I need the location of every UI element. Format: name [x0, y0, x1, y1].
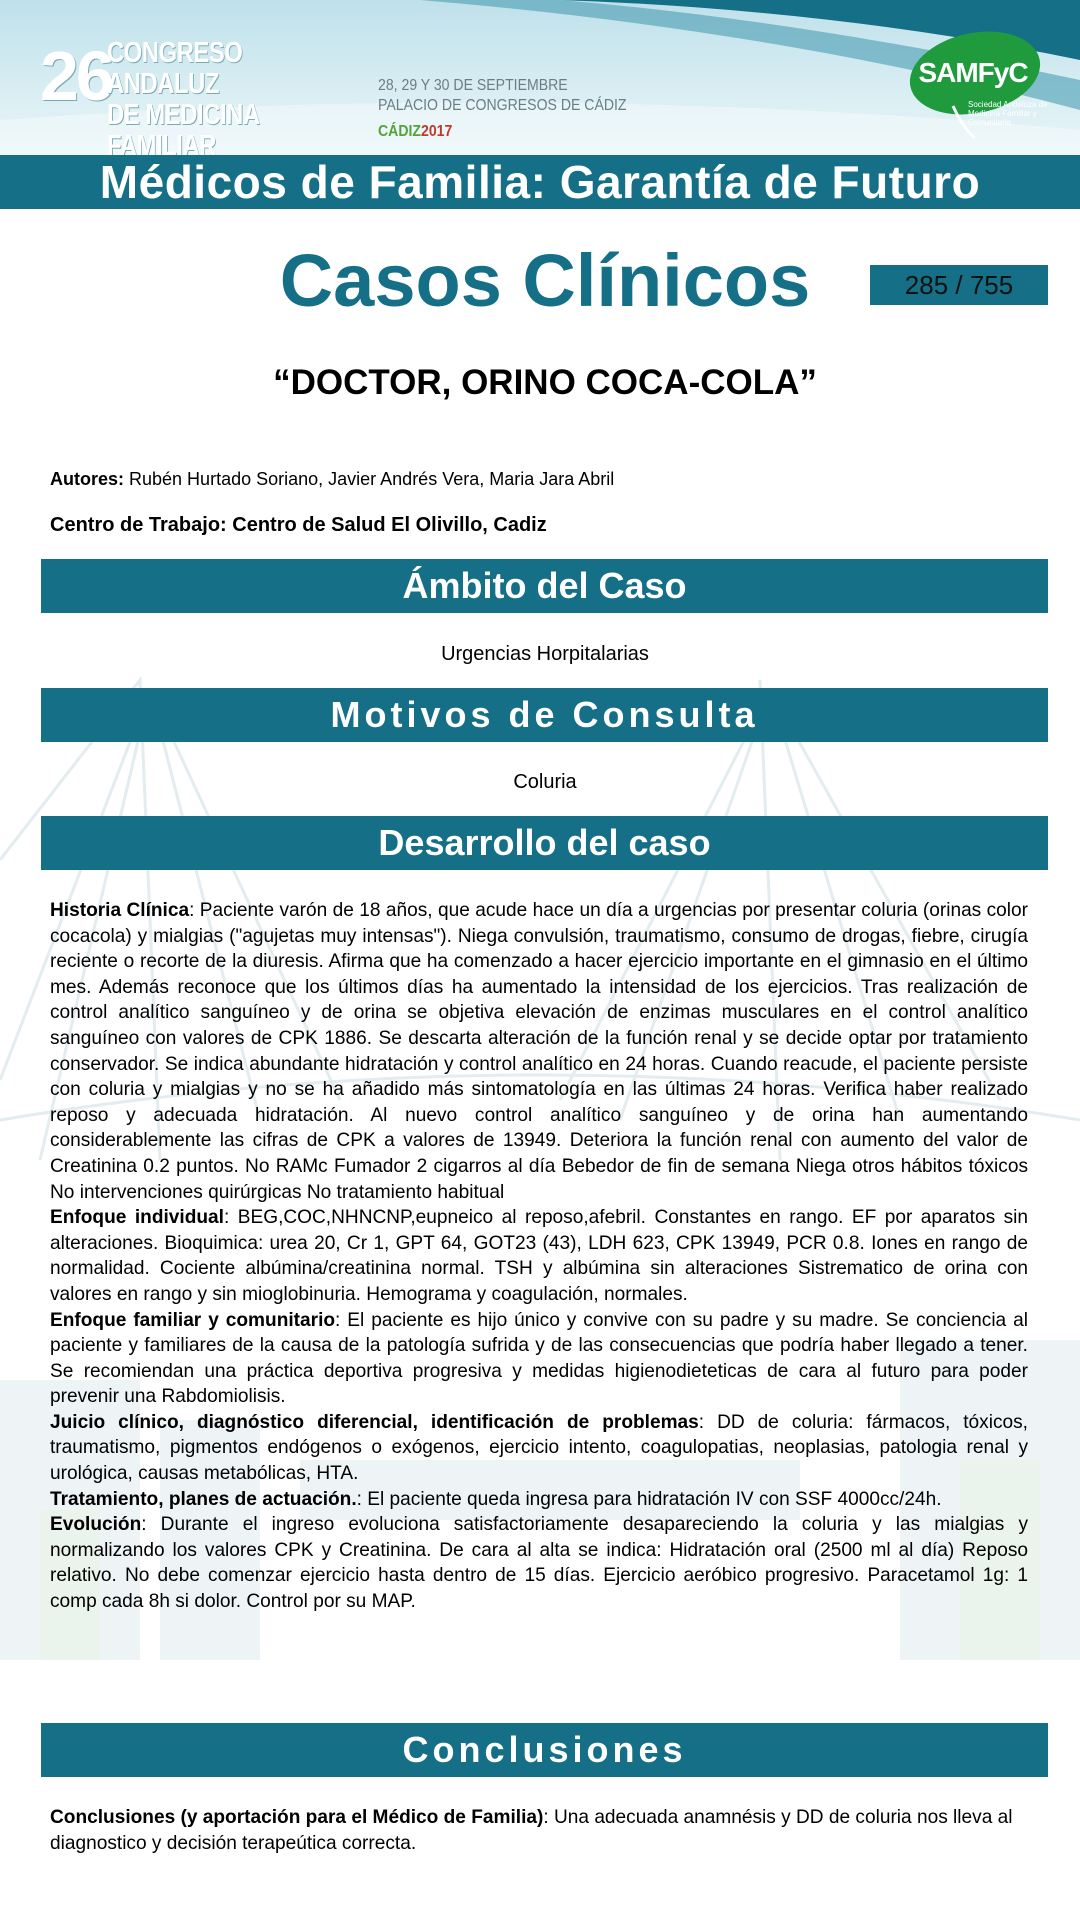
section-header-motivos: Motivos de Consulta	[41, 688, 1048, 742]
enfoque-individual-text: : BEG,COC,NHNCNP,eupneico al reposo,afebril. Constantes en rango. EF por aparatos sin alteraciones. Bioquimica: urea 20, Cr 1, GPT 64, GOT23 (43), LDH 623, CPK 13949, PCR 0.8. Iones en rango de normalidad. Cociente albúmina/creatinina normal. TSH y albúmina sin alteraciones Sistrematico de orina con valores en rango y sin mioglobinuria. Hemograma y coagulación, normales.	[50, 1207, 1029, 1305]
authors	[50, 467, 614, 491]
congress-line: DE MEDICINA FAMILIAR	[107, 99, 259, 155]
tratamiento	[50, 1487, 1028, 1513]
case-title: “DOCTOR, ORINO COCA-COLA”	[273, 363, 817, 402]
page-title: Casos Clínicos	[279, 239, 811, 322]
city: CÁDIZ	[378, 123, 422, 140]
year: 2017	[421, 123, 453, 140]
banner-slogan: Médicos de Familia: Garantía de Futuro	[0, 155, 1080, 209]
section-header-desarrollo: Desarrollo del caso	[41, 816, 1048, 870]
page-counter: 285 / 755	[870, 265, 1048, 305]
enfoque-individual-label: Enfoque individual	[50, 1207, 224, 1229]
enfoque-familiar-text: : El paciente es hijo único y convive con su padre y su madre. Se conciencia al paciente y familiares de la causa de la patología sufrida y de las consecuencias que podría haber llegado a tener. Se recomiendan una práctica deportiva progresiva y medidas higienodieteticas de cara al futuro para poder prevenir una Rabdomiolisis.	[50, 1309, 1028, 1408]
juicio-text: : DD de coluria: fármacos, tóxicos, traumatismo, pigmentos endógenos o exógenos, ejercicio intento, coagulopatias, neoplasias, patologia renal y urológica, causas metabólicas, HTA.	[50, 1411, 1028, 1485]
venue-line: PALACIO DE CONGRESOS DE CÁDIZ	[378, 97, 627, 114]
motivos-text: Coluria	[513, 771, 577, 793]
evolucion	[50, 1512, 1028, 1614]
evolucion-text: : Durante el ingreso evoluciona satisfactoriamente desapareciendo la coluria y las mialgias y normalizando los valores CPK y Creatinina. De cara al alta se indica: Hidratación oral (2500 ml al día) Reposo relativo. No debe comenzar ejercicio hasta dentro de 15 días. Ejercicio aeróbico progresivo. Paracetamol 1g: 1 comp cada 8h si dolor. Control por su MAP.	[50, 1514, 1028, 1613]
historia-clinica	[50, 898, 1028, 1205]
conclusion-body	[50, 1805, 1037, 1856]
congress-number: 26	[40, 37, 112, 115]
tratamiento-text: : El paciente queda ingresa para hidratación IV con SSF 4000cc/24h.	[356, 1488, 942, 1510]
juicio-clinico	[50, 1410, 1028, 1487]
logo-text: SAMFyC	[918, 57, 1028, 88]
logo-subtitle: Sociedad Andaluza de Medicina Familiar y Comunitaria	[968, 100, 1048, 127]
authors-label: Autores:	[50, 469, 125, 489]
desarrollo-body	[50, 898, 1028, 1615]
enfoque-individual	[50, 1205, 1028, 1307]
congress-line: CONGRESO ANDALUZ	[107, 37, 243, 100]
tratamiento-label: Tratamiento, planes de actuación.	[50, 1488, 357, 1510]
evolucion-label: Evolución	[50, 1514, 142, 1536]
conclusion-text: : Una adecuada anamnésis y DD de coluria nos lleva al diagnostico y decisión terapeútica correcta.	[50, 1807, 1013, 1854]
ambito-text: Urgencias Horpitalarias	[441, 643, 649, 665]
enfoque-familiar-label: Enfoque familiar y comunitario	[50, 1309, 336, 1331]
historia-text: : Paciente varón de 18 años, que acude hace un día a urgencias por presentar coluria (orinas color cocacola) y mialgias ("agujetas muy intensas"). Niega convulsión, traumatismo, consumo de drogas, fiebre, cirugía reciente o recorte de la diuresis. Afirma que ha comenzado a hacer ejercicio importante en el gimnasio en el último mes. Además reconoce que los últimos días ha aumentado la intensidad de los ejercicios. Tras realización de control analítico sanguíneo y de orina se objetiva elevación de enzimas musculares en el control analítico sanguíneo con valores de CPK 1886. Se descarta alteración de la función renal y se decide optar por tratamiento conservador. Se indica abundante hidratación y control analítico en 24 horas. Cuando reacude, el paciente persiste con coluria y mialgias y no se ha añadido más sintomatología en las últimas 24 horas. Verifica haber realizado reposo y adecuada hidratación. Al nuevo control analítico sanguíneo y de orina han aumentando considerablemente las cifras de CPK a valores de 13949. Deteriora la función renal con aumento del valor de Creatinina 0.2 puntos. No RAMc Fumador 2 cigarros al día Bebedor de fin de semana Niega otros hábitos tóxicos No intervenciones quirúrgicas No tratamiento habitual	[50, 900, 1029, 1203]
authors-names: Rubén Hurtado Soriano, Javier Andrés Vera, Maria Jara Abril	[124, 469, 615, 489]
section-header-conclusiones: Conclusiones	[41, 1723, 1048, 1777]
conclusion-label: Conclusiones (y aportación para el Médico de Familia)	[50, 1807, 544, 1828]
work-center: Centro de Trabajo: Centro de Salud El Olivillo, Cadiz	[50, 514, 547, 536]
section-header-ambito: Ámbito del Caso	[41, 559, 1048, 613]
enfoque-familiar	[50, 1308, 1028, 1410]
historia-label: Historia Clínica	[50, 900, 190, 921]
juicio-label: Juicio clínico, diagnóstico diferencial, identificación de problemas	[50, 1411, 699, 1433]
dates-line: 28, 29 Y 30 DE SEPTIEMBRE	[378, 77, 568, 94]
